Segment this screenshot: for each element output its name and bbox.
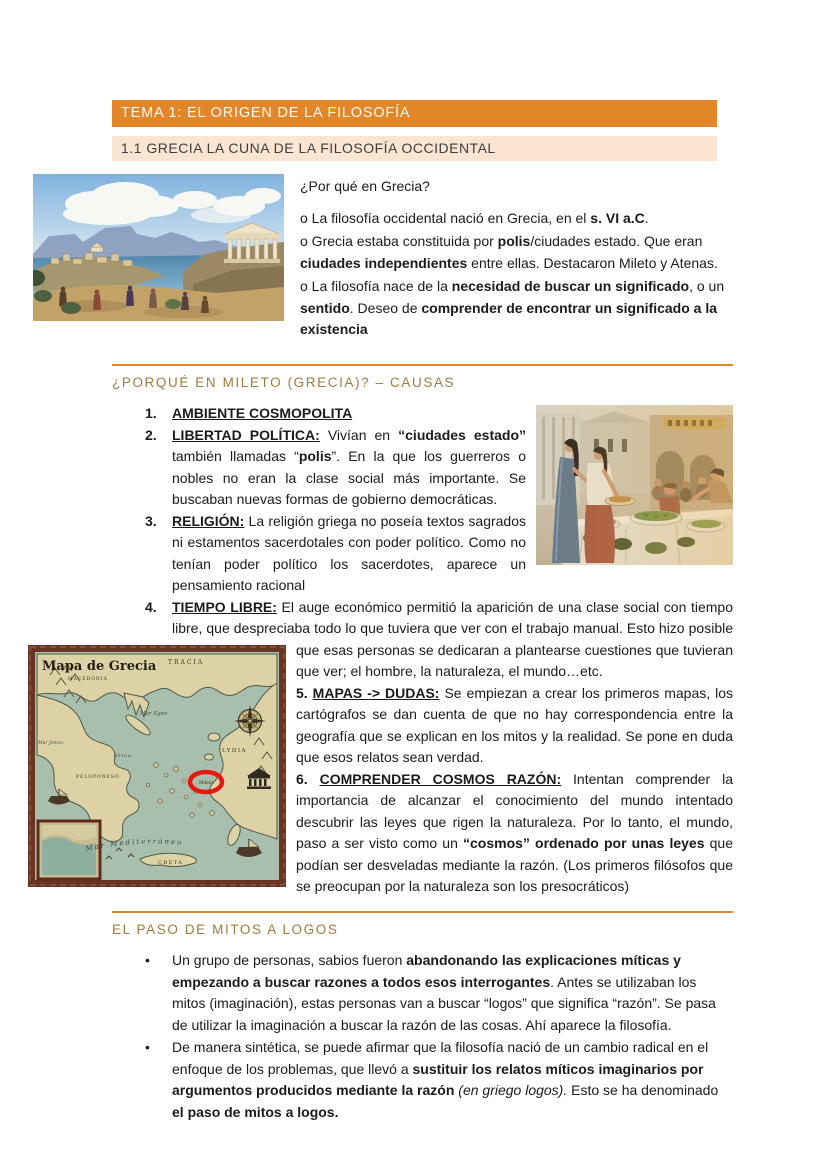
subtitle-bar [112, 136, 717, 161]
item-body-continued: personas se dedicaran a plantearse cuestiones que tuvieran que ver; el hombre, la naturaleza, el mundo…etc. [296, 641, 733, 679]
item-label: RELIGIÓN: [172, 512, 245, 529]
greece-map-illustration [28, 645, 286, 887]
intro-question: ¿Por qué en Grecia? [300, 178, 430, 194]
item-number: 1. [145, 405, 157, 421]
causes-heading: ¿PORQUÉ EN MILETO (GRECIA)? – CAUSAS [112, 374, 456, 390]
causes-list [38, 403, 734, 898]
item-body: Intentan comprender la importancia de alcanzar el conocimiento del mundo intentado descubrir las leyes que rigen la naturaleza. Por lo tanto, el mundo, paso a ser visto como un “cosmos” ordenado por unas leyes que podían ser desveladas mediante la razón. (Los primeros filósofos que se preocupan por la naturaleza son los presocráticos) [296, 770, 734, 894]
intro-bullet-3: o La filosofía nace de la necesidad de buscar un significado, o un sentido. Deseo de comprender de encontrar un significado a la existencia [300, 278, 725, 337]
bullet-body: Un grupo de personas, sabios fueron abandonando las explicaciones míticas y empezando a buscar razones a todos esos interrogantes. Antes se utilizaban los mitos (imaginación), estas personas van a buscar “logos” que significa “razón”. Se pasa de utilizar la imaginación a buscar la razón de las cosas. Ahí aparece la filosofía. [172, 952, 716, 1033]
mitos-bullet-2 [145, 1037, 733, 1123]
item-number: 2. [145, 426, 157, 443]
greek-market-image [536, 405, 733, 565]
bullet-marker: • [145, 952, 150, 968]
intro-bullet-2: o Grecia estaba constituida por polis/ciudades estado. Que eran ciudades independientes entre ellas. Destacaron Mileto y Atenas. [300, 233, 718, 271]
intro-section [33, 174, 733, 343]
greece-map-image [28, 645, 286, 887]
map-label-mileto: Mileto [199, 779, 213, 785]
item-number: 5. [296, 684, 313, 701]
section-subtitle: 1.1 GRECIA LA CUNA DE LA FILOSOFÍA OCCIDENTAL [121, 140, 496, 156]
page-title: TEMA 1: EL ORIGEN DE LA FILOSOFÍA [121, 105, 411, 121]
intro-bullet-1: o La filosofía occidental nació en Grecia, en el s. VI a.C. [300, 209, 649, 226]
item-label: LIBERTAD POLÍTICA: [172, 426, 320, 443]
map-label-tracia: TRACIA [168, 658, 205, 666]
item-label: TIEMPO LIBRE: [172, 598, 277, 615]
greek-market-illustration [536, 405, 733, 565]
mitos-heading: EL PASO DE MITOS A LOGOS [112, 921, 339, 937]
map-title: Mapa de Grecia [42, 658, 157, 674]
mitos-list [145, 950, 733, 1123]
mitos-bullet-1 [145, 950, 733, 1036]
map-label-peloponeso: PELOPONESO [76, 774, 120, 780]
item-number: 3. [145, 512, 157, 529]
item-label: COMPRENDER COSMOS RAZÓN: [319, 770, 562, 787]
item-body: El auge económico permitió la aparición de una clase social con tiempo libre, que despreciaba todo lo que tuviera que ver con el trabajo manual. Esto hizo posible que esas [172, 598, 733, 658]
item-number: 4. [145, 598, 157, 615]
map-label-mar-egeo: Mar Egeo [140, 710, 168, 717]
greek-city-illustration [33, 174, 284, 321]
item-body: La religión griega no poseía textos sagrados ni estamentos sacerdotales con poder político. Como no tenían poder político los sacerdotes, aparece un pensamiento racional [172, 512, 526, 593]
map-label-creta: CRETA [158, 859, 184, 866]
bullet-body: De manera sintética, se puede afirmar que la filosofía nació de un cambio radical en el enfoque de los problemas, que llevó a sustituir los relatos míticos imaginarios por argumentos producidos mediante la razón (en griego logos). Esto se ha denominado el paso de mitos a logos. [172, 1039, 719, 1120]
map-label-lydia: LYDIA [222, 747, 247, 754]
section-divider [112, 911, 733, 913]
bullet-marker: • [145, 1039, 150, 1055]
map-label-atica: ATICA [114, 752, 132, 758]
intro-text [300, 174, 733, 343]
item-number: 6. [296, 770, 320, 787]
item-label: MAPAS -> DUDAS: [312, 684, 440, 701]
title-bar [112, 100, 717, 127]
section-divider [112, 364, 733, 366]
map-label-macedonia: MACEDONIA [68, 676, 108, 682]
item-body: Se empiezan a crear los primeros mapas, los cartógrafos se dan cuenta de que no hay correspondencia entre la geografía que se explican en los mitos y la realidad. Se pone en duda que esos relatos sean verdad. [296, 684, 733, 765]
map-label-mar-jonico: Mar Jónico [38, 740, 63, 746]
item-label: AMBIENTE COSMOPOLITA [172, 405, 353, 421]
item-body: Vivían en “ciudades estado” también llamadas “polis”. En la que los guerreros o nobles no eran la clase social más importante. Se buscaban nuevas formas de gobierno democráticas. [172, 426, 526, 507]
map-label-mediterraneo: Mar Mediterráneo [84, 836, 184, 853]
greek-city-image [33, 174, 284, 343]
